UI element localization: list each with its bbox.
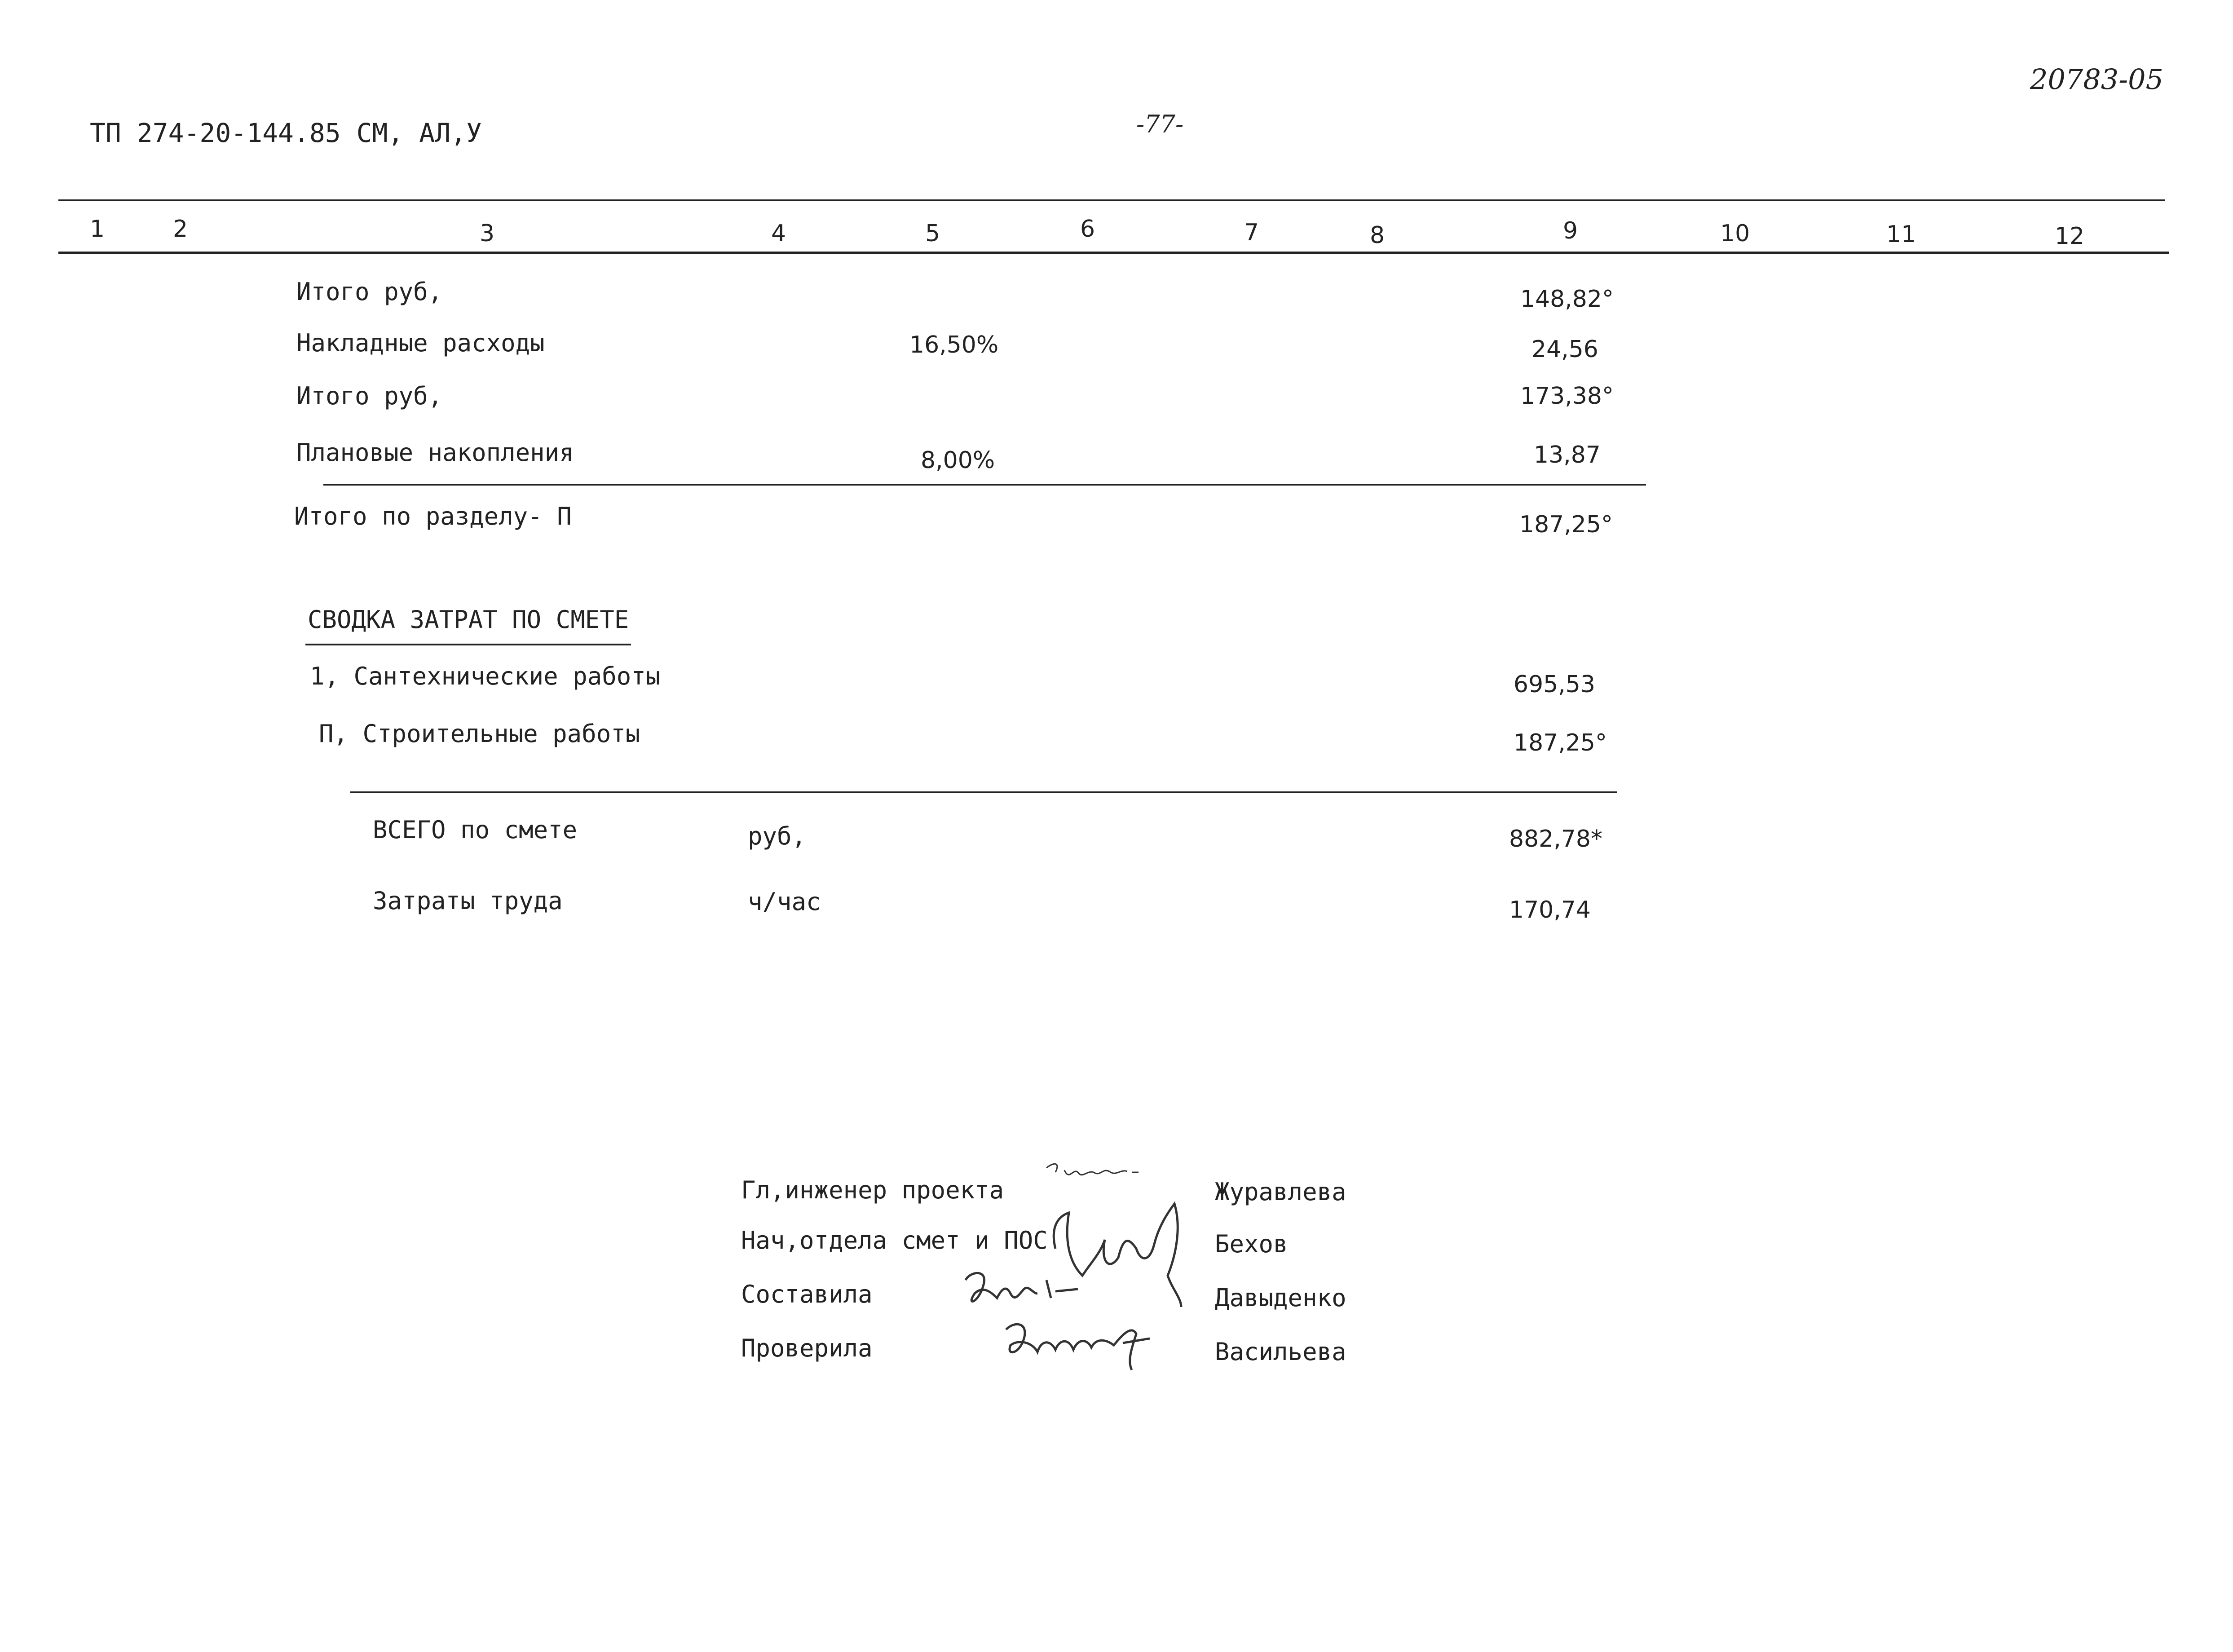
- section-total-amount: 187,25°: [1519, 511, 1613, 538]
- signature-role: Проверила: [741, 1334, 873, 1362]
- summary-title-underline: [305, 644, 631, 645]
- page-marker: -77-: [1136, 110, 1184, 138]
- row-label: Накладные расходы: [296, 329, 545, 357]
- col-number-6: 6: [1080, 216, 1095, 243]
- signature-role: Составила: [741, 1280, 873, 1308]
- row-percent: 16,50%: [909, 331, 999, 358]
- grand-total-label: ВСЕГО по смете: [373, 816, 578, 844]
- labor-label: Затраты труда: [373, 887, 563, 915]
- row-amount: 13,87: [1534, 442, 1601, 468]
- summary-total-rule: [350, 791, 1617, 793]
- header-top-rule: [58, 199, 2165, 201]
- row-label: Итого руб,: [296, 382, 443, 410]
- signature-role: Нач,отдела смет и ПОС: [741, 1226, 1048, 1254]
- col-number-7: 7: [1244, 219, 1259, 246]
- row-label: Итого руб,: [296, 278, 443, 306]
- row-percent: 8,00%: [921, 447, 995, 474]
- col-number-12: 12: [2055, 223, 2085, 250]
- summary-item-amount: 695,53: [1514, 671, 1595, 698]
- col-number-3: 3: [480, 220, 495, 247]
- header-bottom-rule: [58, 252, 2169, 254]
- section-total-label: Итого по разделу- П: [294, 502, 572, 530]
- labor-unit: ч/час: [748, 888, 821, 916]
- signature-davydenko: [961, 1267, 1087, 1316]
- summary-title: СВОДКА ЗАТРАТ ПО СМЕТЕ: [308, 605, 629, 634]
- signature-name: Давыденко: [1215, 1284, 1346, 1312]
- col-number-11: 11: [1886, 221, 1916, 248]
- signature-name: Бехов: [1215, 1230, 1288, 1258]
- signature-name: Журавлева: [1215, 1178, 1346, 1206]
- col-number-8: 8: [1370, 222, 1385, 249]
- signature-vasilyeva: [997, 1312, 1168, 1379]
- summary-item-amount: 187,25°: [1514, 729, 1607, 756]
- grand-total-unit: руб,: [748, 822, 807, 850]
- signature-name: Васильева: [1215, 1338, 1346, 1366]
- col-number-5: 5: [925, 220, 940, 247]
- row-amount: 24,56: [1531, 336, 1598, 363]
- col-number-4: 4: [771, 220, 786, 247]
- signature-role: Гл,инженер проекта: [741, 1176, 1004, 1204]
- summary-item-label: П, Строительные работы: [319, 720, 640, 748]
- col-number-2: 2: [173, 216, 188, 243]
- col-number-1: 1: [90, 216, 105, 243]
- col-number-10: 10: [1720, 220, 1750, 247]
- row-amount: 173,38°: [1520, 383, 1614, 410]
- summary-item-label: 1, Сантехнические работы: [310, 662, 661, 690]
- subtotal-rule: [323, 484, 1646, 486]
- archive-number: 20783-05: [2030, 63, 2164, 96]
- col-number-9: 9: [1563, 217, 1578, 244]
- row-amount: 148,82°: [1520, 286, 1614, 313]
- labor-amount: 170,74: [1509, 897, 1591, 923]
- document-code: ТП 274-20-144.85 СМ, АЛ,У: [90, 118, 482, 148]
- grand-total-amount: 882,78*: [1509, 826, 1602, 853]
- row-label: Плановые накопления: [296, 438, 574, 467]
